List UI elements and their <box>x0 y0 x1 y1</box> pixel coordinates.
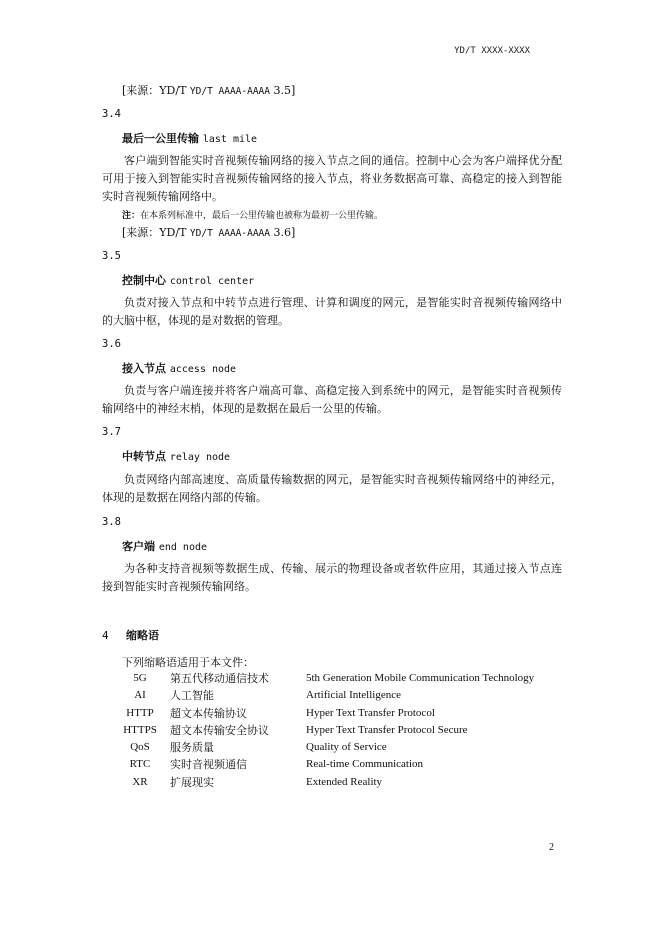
term-zh: 中转节点 <box>122 450 166 463</box>
term-note <box>122 208 383 221</box>
abbr-en-cell: Artificial Intelligence <box>306 689 401 702</box>
term-heading <box>122 538 207 554</box>
abbr-en-cell: Hyper Text Transfer Protocol Secure <box>306 723 468 736</box>
term-definition: 负责与客户端连接并将客户端高可靠、高稳定接入到系统中的网元，是智能实时音视频传输网络中的神经末梢，体现的是数据在最后一公里的传输。 <box>102 384 562 415</box>
abbr-cell: QoS <box>130 741 150 754</box>
abbr-cell: AI <box>134 689 146 702</box>
term-definition: 客户端到智能实时音视频传输网络的接入节点之间的通信。控制中心会为客户端择优分配可用于接入到智能实时音视频传输网络的接入节点，将业务数据高可靠、高稳定的接入到智能实时音视频传输网络中。 <box>102 154 562 203</box>
term-en: control center <box>169 276 255 287</box>
abbr-cell: HTTPS <box>123 723 157 736</box>
abbr-en-cell: Real-time Communication <box>306 758 424 771</box>
table-row <box>112 722 534 739</box>
abbr-cell: 5G <box>133 672 147 684</box>
note-text: 在本系列标准中，最后一公里传输也被称为最初一公里传输。 <box>140 211 384 221</box>
page-number: 2 <box>549 842 554 853</box>
term-zh: 客户端 <box>122 540 155 553</box>
abbr-zh-cell: 实时音视频通信 <box>170 758 247 772</box>
term-en: end node <box>158 542 208 553</box>
table-row <box>112 705 534 722</box>
term-number: 3.7 <box>102 426 121 438</box>
term-number: 3.4 <box>102 108 121 120</box>
term-number: 3.5 <box>102 250 121 262</box>
term-number: 3.6 <box>102 338 121 350</box>
term-en: relay node <box>169 452 231 463</box>
source-reference <box>122 82 295 98</box>
abbr-zh-cell: 第五代移动通信技术 <box>170 672 269 685</box>
abbr-en-cell: 5th Generation Mobile Communication Technology <box>306 672 535 684</box>
term-number: 3.8 <box>102 516 121 528</box>
term-en: last mile <box>202 134 258 145</box>
term-zh: 最后一公里传输 <box>122 132 199 145</box>
section-heading <box>102 627 159 643</box>
abbr-zh-cell: 服务质量 <box>170 741 214 755</box>
abbr-zh-cell: 超文本传输协议 <box>170 706 247 720</box>
abbr-cell: RTC <box>129 758 151 771</box>
table-row <box>112 739 534 756</box>
source-prefix: [来源：YD/T <box>122 226 190 239</box>
term-zh: 接入节点 <box>122 362 166 375</box>
source-reference <box>122 224 295 240</box>
abbr-cell: HTTP <box>126 706 154 719</box>
section-number: 4 <box>102 629 109 642</box>
term-zh: 控制中心 <box>122 274 166 287</box>
abbr-en-cell: Hyper Text Transfer Protocol <box>306 706 435 719</box>
source-clause: 3.6] <box>270 226 296 239</box>
term-heading <box>122 360 236 376</box>
section-title: 缩略语 <box>126 629 159 642</box>
source-clause: 3.5] <box>270 84 296 97</box>
source-prefix: [来源：YD/T <box>122 84 190 97</box>
term-definition: 负责网络内部高速度、高质量传输数据的网元，是智能实时音视频传输网络中的神经元，体现的是数据在网络内部的传输。 <box>102 473 562 504</box>
term-heading <box>122 130 257 146</box>
source-standard-code: YD/T AAAA-AAAA <box>189 228 270 239</box>
term-heading <box>122 448 230 464</box>
abbr-en-cell: Extended Reality <box>306 775 383 788</box>
abbreviation-table <box>112 670 534 791</box>
term-heading <box>122 272 254 288</box>
table-row <box>112 774 534 791</box>
term-en: access node <box>169 364 237 375</box>
table-row <box>112 687 534 704</box>
term-definition: 为各种支持音视频等数据生成、传输、展示的物理设备或者软件应用，其通过接入节点连接到智能实时音视频传输网络。 <box>102 562 562 593</box>
table-row <box>112 756 534 773</box>
abbr-en-cell: Quality of Service <box>306 741 387 754</box>
abbr-cell: XR <box>132 775 148 788</box>
source-standard-code: YD/T AAAA-AAAA <box>189 86 270 97</box>
abbreviation-intro: 下列缩略语适用于本文件： <box>122 656 254 669</box>
abbr-zh-cell: 人工智能 <box>170 689 214 703</box>
note-label: 注： <box>122 211 141 221</box>
abbr-zh-cell: 扩展现实 <box>170 775 214 789</box>
term-definition: 负责对接入节点和中转节点进行管理、计算和调度的网元，是智能实时音视频传输网络中的大脑中枢，体现的是对数据的管理。 <box>102 296 562 327</box>
table-row <box>112 670 534 687</box>
document-code-header: YD/T XXXX-XXXX <box>454 46 530 56</box>
abbr-zh-cell: 超文本传输安全协议 <box>170 723 269 737</box>
